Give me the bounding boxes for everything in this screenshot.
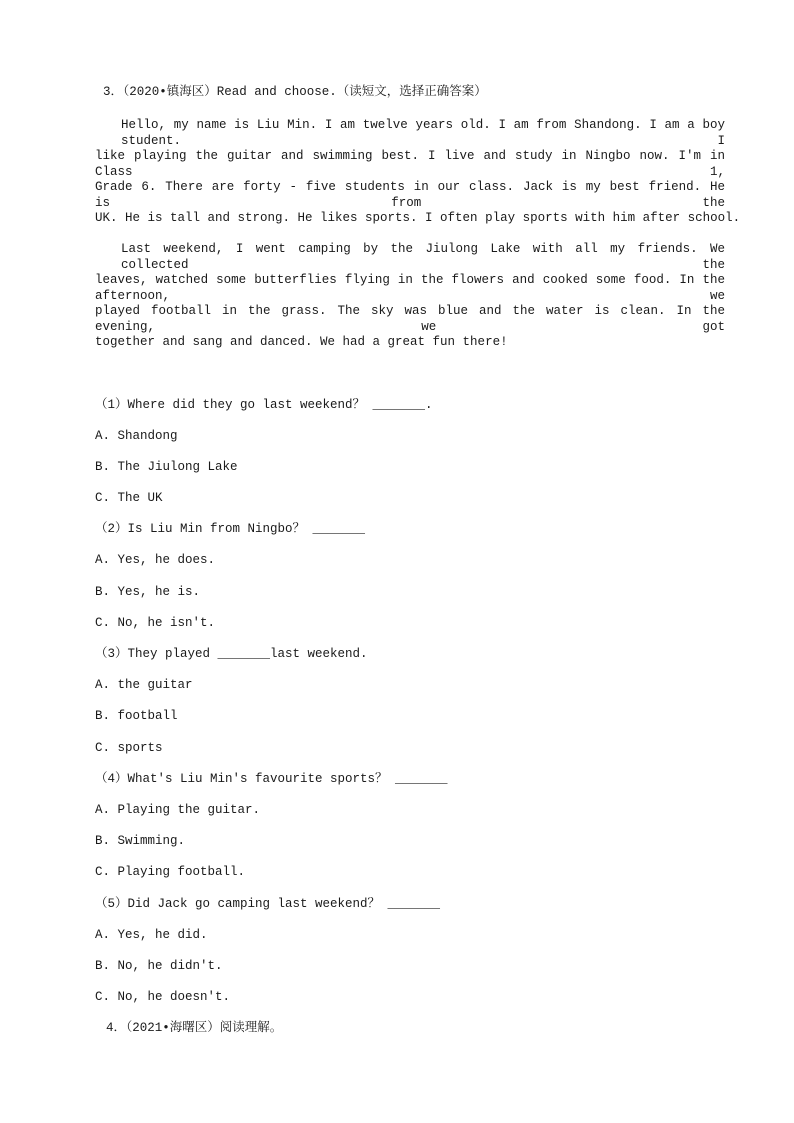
passage-line: played football in the grass. The sky was blue and the water is clean. In the evening, we got <box>95 304 725 334</box>
passage-line: together and sang and danced. We had a great fun there! <box>95 335 508 349</box>
question-stem: （5）Did Jack go camping last weekend？ _______ <box>95 897 441 911</box>
answer-option: A. Shandong <box>95 429 178 443</box>
question-stem: （3）They played _______last weekend. <box>95 647 368 661</box>
passage-line: Grade 6. There are forty - five students in our class. Jack is my best friend. He is from the <box>95 180 725 210</box>
answer-option: A. Yes, he did. <box>95 928 208 942</box>
passage-line: Hello, my name is Liu Min. I am twelve years old. I am from Shandong. I am a boy student. I <box>121 118 725 148</box>
passage-line: leaves, watched some butterflies flying in the flowers and cooked some food. In the afternoon, we <box>95 273 725 303</box>
question-4-header: 4．（2021•海曙区）阅读理解。 <box>106 1021 283 1035</box>
answer-option: C. No, he isn't. <box>95 616 216 630</box>
answer-option: B. football <box>95 709 178 723</box>
question-stem: （1）Where did they go last weekend？ _______. <box>95 398 433 412</box>
answer-option: B. Swimming. <box>95 834 186 848</box>
answer-option: C. Playing football. <box>95 865 246 879</box>
passage-line: Last weekend, I went camping by the Jiulong Lake with all my friends. We collected the <box>121 242 725 272</box>
question-stem: （2）Is Liu Min from Ningbo？ _______ <box>95 522 366 536</box>
answer-option: B. Yes, he is. <box>95 585 201 599</box>
question-3-header: 3．（2020•镇海区）Read and choose.（读短文，选择正确答案） <box>103 85 487 99</box>
answer-option: C. sports <box>95 741 163 755</box>
answer-option: B. No, he didn't. <box>95 959 223 973</box>
answer-option: A. Playing the guitar. <box>95 803 261 817</box>
answer-option: A. the guitar <box>95 678 193 692</box>
passage-line: like playing the guitar and swimming best. I live and study in Ningbo now. I'm in Class 1, <box>95 149 725 179</box>
passage-line: UK. He is tall and strong. He likes sports. I often play sports with him after school. <box>95 211 741 225</box>
question-stem: （4）What's Liu Min's favourite sports？ _______ <box>95 772 448 786</box>
answer-option: B. The Jiulong Lake <box>95 460 238 474</box>
answer-option: C. No, he doesn't. <box>95 990 231 1004</box>
answer-option: C. The UK <box>95 491 163 505</box>
answer-option: A. Yes, he does. <box>95 553 216 567</box>
